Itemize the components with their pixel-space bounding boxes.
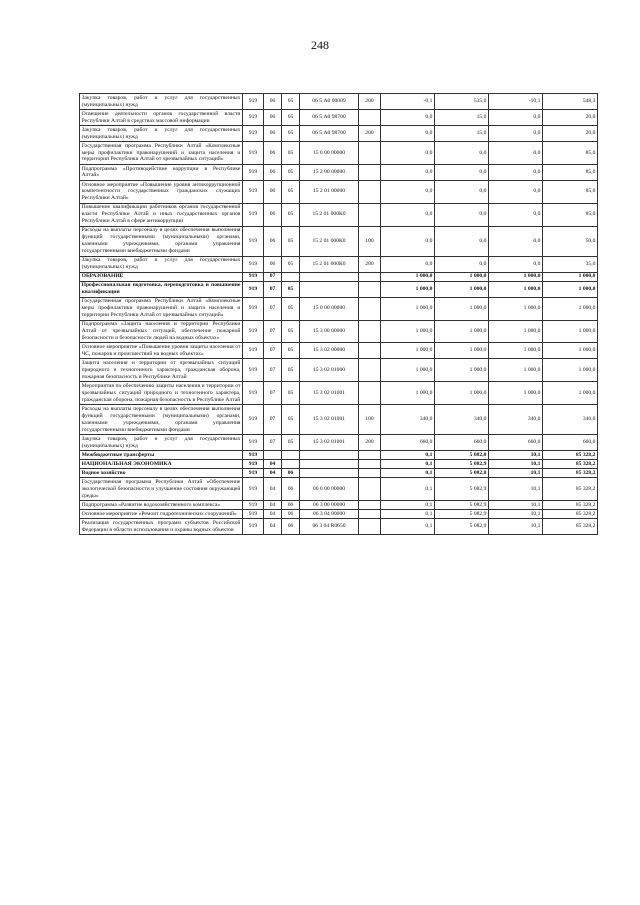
value-1: 0,0 xyxy=(381,126,435,142)
code-section: 04 xyxy=(264,510,282,519)
code-subsection: 05 xyxy=(282,281,300,297)
value-2: 5 082,9 xyxy=(435,519,489,535)
code-admin: 919 xyxy=(243,519,264,535)
code-subsection: 05 xyxy=(282,142,300,165)
row-description: Основное мероприятие «Повышение уровня антикоррупционной компетентности государственных гражданских служащих Республики Алтай» xyxy=(80,180,243,203)
value-2: 15,0 xyxy=(435,110,489,126)
table-row xyxy=(80,256,598,272)
code-target-article: 06 3 00 00000 xyxy=(300,501,359,510)
code-target-article: 06 5 А0 98700 xyxy=(300,126,359,142)
table-row xyxy=(80,469,598,478)
value-1: 0,1 xyxy=(381,460,435,469)
code-target-article: 06 0 00 00000 xyxy=(300,478,359,501)
code-section: 07 xyxy=(264,435,282,451)
code-admin: 919 xyxy=(243,320,264,343)
code-expense-type xyxy=(359,478,381,501)
table-row xyxy=(80,226,598,256)
value-4: 85 328,2 xyxy=(543,460,598,469)
code-section: 06 xyxy=(264,142,282,165)
code-admin: 919 xyxy=(243,435,264,451)
table-row xyxy=(80,203,598,226)
value-2: 1 000,0 xyxy=(435,281,489,297)
value-1: 1 000,0 xyxy=(381,359,435,382)
code-subsection xyxy=(282,272,300,281)
code-section: 04 xyxy=(264,460,282,469)
code-section: 07 xyxy=(264,320,282,343)
value-4: 85 328,2 xyxy=(543,510,598,519)
value-1: 0,0 xyxy=(381,203,435,226)
value-4: 85 328,2 xyxy=(543,469,598,478)
value-3: 10,1 xyxy=(489,469,543,478)
code-subsection: 05 xyxy=(282,320,300,343)
code-admin: 919 xyxy=(243,126,264,142)
value-4: 85 328,2 xyxy=(543,478,598,501)
code-admin: 919 xyxy=(243,180,264,203)
value-2: 1 000,0 xyxy=(435,343,489,359)
value-4: 35,0 xyxy=(543,256,598,272)
code-section xyxy=(264,451,282,460)
value-3: 1 000,0 xyxy=(489,320,543,343)
code-section: 06 xyxy=(264,126,282,142)
code-admin: 919 xyxy=(243,256,264,272)
value-3: 1 000,0 xyxy=(489,343,543,359)
code-section: 04 xyxy=(264,501,282,510)
row-description: Подпрограмма «Защита населения и территории Республики Алтай от чрезвычайных ситуаций, обеспечение пожарной безопасности и безопасности людей на водных объектах» xyxy=(80,320,243,343)
code-target-article xyxy=(300,460,359,469)
table-row xyxy=(80,164,598,180)
value-3: 0,0 xyxy=(489,180,543,203)
value-3: 1 000,0 xyxy=(489,359,543,382)
table-body xyxy=(80,94,598,535)
code-expense-type xyxy=(359,142,381,165)
value-1: 0,1 xyxy=(381,478,435,501)
value-3: 1 000,0 xyxy=(489,382,543,405)
code-subsection: 05 xyxy=(282,359,300,382)
value-1: 0,1 xyxy=(381,451,435,460)
code-subsection: 05 xyxy=(282,164,300,180)
table-row xyxy=(80,405,598,435)
code-expense-type xyxy=(359,272,381,281)
code-expense-type: 200 xyxy=(359,126,381,142)
table-row xyxy=(80,519,598,535)
value-2: 5 082,9 xyxy=(435,501,489,510)
code-subsection: 05 xyxy=(282,435,300,451)
code-section: 06 xyxy=(264,94,282,110)
value-1: 0,0 xyxy=(381,142,435,165)
table-row xyxy=(80,343,598,359)
code-target-article: 15 2 01 000К0 xyxy=(300,256,359,272)
code-target-article: 15 3 02 00000 xyxy=(300,343,359,359)
value-3: 660,0 xyxy=(489,435,543,451)
table-row xyxy=(80,281,598,297)
code-admin: 919 xyxy=(243,405,264,435)
value-1: 0,0 xyxy=(381,226,435,256)
value-3: 0,0 xyxy=(489,226,543,256)
row-description: Подпрограмма «Противодействие коррупции в Республике Алтай» xyxy=(80,164,243,180)
row-description: Мероприятия по обеспечению защиты населения и территории от чрезвычайных ситуаций природного и техногенного характера, гражданская оборона, пожарная безопасность в Республике Алтай xyxy=(80,382,243,405)
code-admin: 919 xyxy=(243,510,264,519)
value-2: 0,0 xyxy=(435,164,489,180)
code-target-article: 06 3 04 R0650 xyxy=(300,519,359,535)
code-admin: 919 xyxy=(243,281,264,297)
value-1: 660,0 xyxy=(381,435,435,451)
value-4: 1 000,0 xyxy=(543,320,598,343)
value-2: 0,0 xyxy=(435,142,489,165)
value-4: 50,0 xyxy=(543,226,598,256)
code-target-article: 15 3 00 00000 xyxy=(300,320,359,343)
value-2: 660,0 xyxy=(435,435,489,451)
value-2: 1 000,0 xyxy=(435,297,489,320)
code-subsection: 05 xyxy=(282,94,300,110)
value-2: 5 082,9 xyxy=(435,510,489,519)
code-section: 06 xyxy=(264,110,282,126)
row-description: Закупка товаров, работ и услуг для государственных (муниципальных) нужд xyxy=(80,256,243,272)
table-row xyxy=(80,142,598,165)
row-description: Государственная программа Республики Алтай «Комплексные меры профилактики правонарушений и защита населения и территории Республики Алтай от чрезвычайных ситуаций» xyxy=(80,142,243,165)
code-subsection: 05 xyxy=(282,343,300,359)
value-2: 5 082,0 xyxy=(435,451,489,460)
code-expense-type xyxy=(359,451,381,460)
value-4: 85,0 xyxy=(543,142,598,165)
value-2: 5 082,9 xyxy=(435,478,489,501)
code-expense-type xyxy=(359,343,381,359)
code-admin: 919 xyxy=(243,226,264,256)
code-expense-type: 200 xyxy=(359,94,381,110)
value-4: 1 000,0 xyxy=(543,382,598,405)
code-admin: 919 xyxy=(243,343,264,359)
code-section: 04 xyxy=(264,469,282,478)
value-3: -10,1 xyxy=(489,94,543,110)
value-4: 1 000,0 xyxy=(543,297,598,320)
code-subsection: 05 xyxy=(282,256,300,272)
value-4: 20,0 xyxy=(543,126,598,142)
value-4: 85 328,2 xyxy=(543,451,598,460)
value-2: 5 082,0 xyxy=(435,469,489,478)
value-2: 1 000,0 xyxy=(435,382,489,405)
code-admin: 919 xyxy=(243,142,264,165)
table-row xyxy=(80,180,598,203)
code-admin: 919 xyxy=(243,382,264,405)
value-3: 0,0 xyxy=(489,164,543,180)
value-3: 0,0 xyxy=(489,203,543,226)
row-description: Основное мероприятие «Ремонт гидротехнических сооружений» xyxy=(80,510,243,519)
value-4: 85 328,2 xyxy=(543,519,598,535)
value-1: -0,1 xyxy=(381,94,435,110)
code-target-article: 15 3 02 01000 xyxy=(300,359,359,382)
code-admin: 919 xyxy=(243,451,264,460)
row-description: Государственная программа Республики Алтай «Комплексные меры профилактики правонарушений и защита населения и территории Республики Алтай от чрезвычайных ситуаций» xyxy=(80,297,243,320)
code-admin: 919 xyxy=(243,110,264,126)
code-admin: 919 xyxy=(243,272,264,281)
code-subsection: 05 xyxy=(282,405,300,435)
code-expense-type xyxy=(359,469,381,478)
value-2: 1 000,0 xyxy=(435,320,489,343)
row-description: Повышение квалификации работников органов государственной власти Республики Алтай и иных государственных органов Республики Алтай в сфере антикоррупции xyxy=(80,203,243,226)
value-1: 1 000,0 xyxy=(381,297,435,320)
code-admin: 919 xyxy=(243,359,264,382)
value-4: 85,0 xyxy=(543,164,598,180)
row-description: Расходы на выплаты персоналу в целях обеспечения выполнения функций государственными (муниципальными) органами, казенными учреждениями, органами управления государственными внебюджетными фондами xyxy=(80,226,243,256)
row-description: Расходы на выплаты персоналу в целях обеспечения выполнения функций государственными (муниципальными) органами, казенными учреждениями, органами управления государственными внебюджетными фондами xyxy=(80,405,243,435)
row-description: Реализация государственных программ субъектов Российской Федерации в области использования и охраны водных объектов xyxy=(80,519,243,535)
value-3: 0,0 xyxy=(489,256,543,272)
value-1: 0,1 xyxy=(381,469,435,478)
code-admin: 919 xyxy=(243,460,264,469)
code-subsection: 05 xyxy=(282,297,300,320)
code-admin: 919 xyxy=(243,94,264,110)
code-subsection: 06 xyxy=(282,519,300,535)
code-section: 04 xyxy=(264,519,282,535)
code-expense-type: 100 xyxy=(359,405,381,435)
code-target-article: 06 5 А0 98700 xyxy=(300,110,359,126)
code-target-article: 15 3 02 01001 xyxy=(300,382,359,405)
value-1: 0,1 xyxy=(381,501,435,510)
table-row xyxy=(80,320,598,343)
value-2: 0,0 xyxy=(435,180,489,203)
row-description: Закупка товаров, работ и услуг для государственных (муниципальных) нужд xyxy=(80,435,243,451)
code-admin: 919 xyxy=(243,203,264,226)
code-section: 07 xyxy=(264,272,282,281)
code-expense-type xyxy=(359,320,381,343)
row-description: НАЦИОНАЛЬНАЯ ЭКОНОМИКА xyxy=(80,460,243,469)
value-2: 340,0 xyxy=(435,405,489,435)
code-expense-type xyxy=(359,460,381,469)
code-target-article xyxy=(300,281,359,297)
value-3: 10,1 xyxy=(489,451,543,460)
code-expense-type xyxy=(359,501,381,510)
table-row xyxy=(80,272,598,281)
code-expense-type xyxy=(359,297,381,320)
value-1: 340,0 xyxy=(381,405,435,435)
code-target-article: 15 0 00 00000 xyxy=(300,297,359,320)
value-4: 340,0 xyxy=(543,405,598,435)
code-expense-type: 200 xyxy=(359,435,381,451)
code-target-article: 15 2 01 00000 xyxy=(300,180,359,203)
value-2: 1 000,0 xyxy=(435,272,489,281)
code-subsection: 06 xyxy=(282,469,300,478)
table-row xyxy=(80,435,598,451)
code-section: 07 xyxy=(264,343,282,359)
code-expense-type xyxy=(359,519,381,535)
value-1: 0,0 xyxy=(381,110,435,126)
table-row xyxy=(80,451,598,460)
code-expense-type xyxy=(359,110,381,126)
code-section: 06 xyxy=(264,226,282,256)
code-section: 06 xyxy=(264,164,282,180)
value-3: 10,1 xyxy=(489,460,543,469)
page-number: 248 xyxy=(311,38,329,52)
row-description: Государственная программа Республики Алтай «Обеспечение экологической безопасности и улучшение состояния окружающей среды» xyxy=(80,478,243,501)
row-description: Освещение деятельности органов государственной власти Республики Алтай в средствах массовой информации xyxy=(80,110,243,126)
row-description: Закупка товаров, работ и услуг для государственных (муниципальных) нужд xyxy=(80,94,243,110)
value-2: 5 082,9 xyxy=(435,460,489,469)
code-section: 07 xyxy=(264,405,282,435)
value-3: 1 000,0 xyxy=(489,297,543,320)
code-target-article: 15 0 00 00000 xyxy=(300,142,359,165)
code-target-article: 15 2 00 00000 xyxy=(300,164,359,180)
code-section: 07 xyxy=(264,359,282,382)
code-subsection xyxy=(282,451,300,460)
code-admin: 919 xyxy=(243,478,264,501)
code-subsection: 05 xyxy=(282,126,300,142)
row-description: ОБРАЗОВАНИЕ xyxy=(80,272,243,281)
value-1: 0,0 xyxy=(381,180,435,203)
table-row xyxy=(80,126,598,142)
row-description: Межбюджетные трансферты xyxy=(80,451,243,460)
value-2: 15,0 xyxy=(435,126,489,142)
code-expense-type xyxy=(359,164,381,180)
code-admin: 919 xyxy=(243,164,264,180)
value-1: 0,0 xyxy=(381,164,435,180)
value-3: 1 000,0 xyxy=(489,281,543,297)
row-description: Закупка товаров, работ и услуг для государственных (муниципальных) нужд xyxy=(80,126,243,142)
code-subsection: 06 xyxy=(282,501,300,510)
code-admin: 919 xyxy=(243,501,264,510)
row-description: Профессиональная подготовка, переподготовка и повышение квалификации xyxy=(80,281,243,297)
code-section: 06 xyxy=(264,180,282,203)
code-subsection: 05 xyxy=(282,382,300,405)
code-subsection: 05 xyxy=(282,226,300,256)
row-description: Подпрограмма «Развитие водохозяйственного комплекса» xyxy=(80,501,243,510)
table-row xyxy=(80,478,598,501)
code-target-article xyxy=(300,469,359,478)
code-admin: 919 xyxy=(243,469,264,478)
code-target-article: 15 3 02 01001 xyxy=(300,405,359,435)
code-expense-type: 100 xyxy=(359,226,381,256)
value-1: 0,0 xyxy=(381,256,435,272)
value-3: 0,0 xyxy=(489,110,543,126)
code-subsection: 05 xyxy=(282,203,300,226)
budget-table xyxy=(79,93,598,535)
code-subsection: 05 xyxy=(282,110,300,126)
table-row xyxy=(80,460,598,469)
code-target-article xyxy=(300,272,359,281)
code-target-article xyxy=(300,451,359,460)
table-row xyxy=(80,510,598,519)
value-1: 1 000,0 xyxy=(381,382,435,405)
value-2: 0,0 xyxy=(435,256,489,272)
code-section: 04 xyxy=(264,478,282,501)
value-3: 0,0 xyxy=(489,142,543,165)
table-row xyxy=(80,110,598,126)
value-3: 10,1 xyxy=(489,519,543,535)
row-description: Водное хозяйство xyxy=(80,469,243,478)
value-3: 0,0 xyxy=(489,126,543,142)
value-2: 535,0 xyxy=(435,94,489,110)
value-1: 1 000,0 xyxy=(381,281,435,297)
value-3: 10,1 xyxy=(489,478,543,501)
value-1: 1 000,0 xyxy=(381,272,435,281)
value-2: 1 000,0 xyxy=(435,359,489,382)
value-4: 660,0 xyxy=(543,435,598,451)
value-1: 0,1 xyxy=(381,519,435,535)
value-4: 1 000,0 xyxy=(543,281,598,297)
code-subsection: 06 xyxy=(282,478,300,501)
code-expense-type xyxy=(359,281,381,297)
code-expense-type xyxy=(359,382,381,405)
value-4: 85,0 xyxy=(543,180,598,203)
code-expense-type xyxy=(359,510,381,519)
code-section: 06 xyxy=(264,256,282,272)
value-4: 85,0 xyxy=(543,203,598,226)
code-target-article: 15 2 01 000К0 xyxy=(300,203,359,226)
code-section: 07 xyxy=(264,297,282,320)
row-description: Защита населения и территории от чрезвычайных ситуаций природного и техногенного характера, гражданская оборона, пожарная безопасность в Республике Алтай xyxy=(80,359,243,382)
code-target-article: 15 3 02 01001 xyxy=(300,435,359,451)
value-4: 85 328,2 xyxy=(543,501,598,510)
value-4: 20,0 xyxy=(543,110,598,126)
value-4: 548,3 xyxy=(543,94,598,110)
value-4: 1 000,0 xyxy=(543,359,598,382)
code-section: 07 xyxy=(264,281,282,297)
table-row xyxy=(80,359,598,382)
code-admin: 919 xyxy=(243,297,264,320)
value-1: 0,1 xyxy=(381,510,435,519)
value-3: 10,1 xyxy=(489,501,543,510)
value-4: 1 000,0 xyxy=(543,343,598,359)
table-row xyxy=(80,501,598,510)
code-target-article: 15 2 01 000К0 xyxy=(300,226,359,256)
row-description: Основное мероприятие «Повышение уровня защиты населения от ЧС, пожаров и происшествий на водных объектах» xyxy=(80,343,243,359)
code-target-article: 06 3 04 00000 xyxy=(300,510,359,519)
table-row xyxy=(80,297,598,320)
table-row xyxy=(80,382,598,405)
code-subsection: 06 xyxy=(282,510,300,519)
code-subsection: 05 xyxy=(282,180,300,203)
value-2: 0,0 xyxy=(435,203,489,226)
code-expense-type xyxy=(359,203,381,226)
value-3: 10,1 xyxy=(489,510,543,519)
code-section: 06 xyxy=(264,203,282,226)
value-2: 0,0 xyxy=(435,226,489,256)
code-expense-type xyxy=(359,180,381,203)
code-target-article: 06 5 А0 00009 xyxy=(300,94,359,110)
table-row xyxy=(80,94,598,110)
value-4: 1 000,0 xyxy=(543,272,598,281)
code-subsection xyxy=(282,460,300,469)
value-1: 1 000,0 xyxy=(381,343,435,359)
value-3: 340,0 xyxy=(489,405,543,435)
value-3: 1 000,0 xyxy=(489,272,543,281)
code-expense-type xyxy=(359,359,381,382)
code-expense-type: 200 xyxy=(359,256,381,272)
code-section: 07 xyxy=(264,382,282,405)
value-1: 1 000,0 xyxy=(381,320,435,343)
